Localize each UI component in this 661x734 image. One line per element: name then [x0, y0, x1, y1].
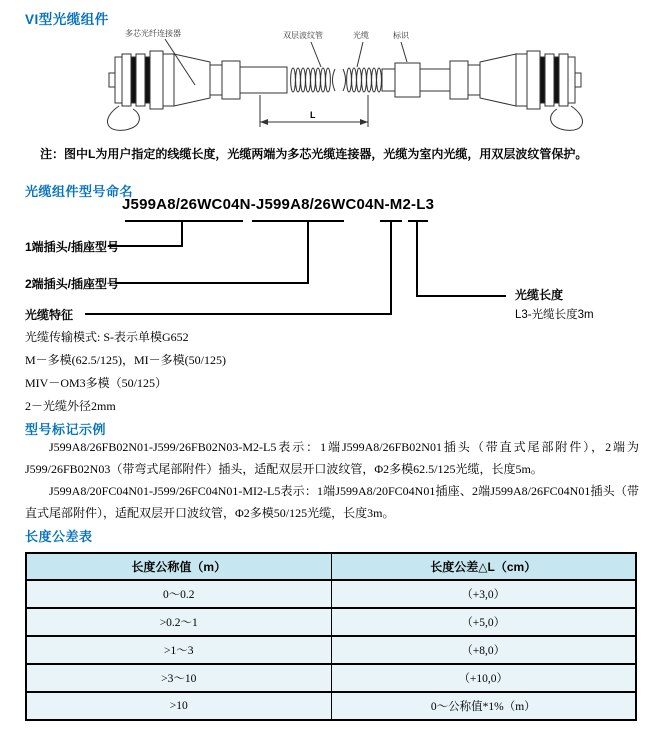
page-title: VI型光缆组件: [25, 12, 109, 27]
cable-feature-list: [25, 326, 585, 418]
figure-note: 注：图中L为用户指定的线缆长度，光缆两端为多芯光缆连接器，光缆为室内光缆，用双层波纹管保护。: [40, 147, 588, 161]
tolerance-table-heading: 长度公差表: [25, 529, 93, 544]
column-header-tolerance: 长度公差△L（cm）: [331, 553, 636, 580]
leader-length-vertical: [416, 222, 418, 297]
cell-tolerance: （+8,0）: [331, 636, 636, 664]
label-cable-feature: 光缆特征: [25, 308, 74, 322]
dim-arrow-left: [260, 119, 268, 125]
length-tolerance-table: [25, 552, 637, 721]
column-header-nominal-length: 长度公称值（m）: [26, 553, 331, 580]
label-marking: 标识: [393, 31, 409, 40]
cell-nominal: >1～3: [26, 636, 331, 664]
feature-line: 光缆传输模式: S-表示单模G652: [25, 330, 189, 344]
dim-arrow-right: [360, 119, 368, 125]
cable-assembly-drawing: [95, 25, 640, 140]
example-heading: 型号标记示例: [25, 422, 107, 437]
label-corrugated-tube: 双层波纹管: [283, 31, 323, 40]
underline-length: [408, 220, 428, 222]
table-row: [26, 636, 636, 664]
feature-line: MIV－OM3多模（50/125）: [25, 376, 168, 390]
leader-end1-horizontal: [108, 245, 183, 247]
label-cable: 光缆: [353, 31, 369, 40]
dimension-l: L: [310, 110, 316, 120]
cell-nominal: >3～10: [26, 664, 331, 692]
leader-end2-horizontal: [115, 282, 309, 284]
cell-tolerance: （+10,0）: [331, 664, 636, 692]
label-end1-model: 1端插头/插座型号: [25, 240, 120, 254]
cell-nominal: >0.2～1: [26, 608, 331, 636]
example-paragraph: J599A8/26FB02N01-J599/26FB02N03-M2-L5表示：1端J599A8/26FB02N01插头（带直式尾部附件），2端为J599/26FB02N03（带弯式尾部附件）插头，适配双层开口波纹管，Φ2多模62.5/125光缆，长度5m。: [25, 440, 639, 476]
cell-tolerance: （+5,0）: [331, 608, 636, 636]
naming-diagram: [0, 196, 661, 331]
cell-tolerance: （+3,0）: [331, 580, 636, 608]
cell-nominal: >10: [26, 692, 331, 720]
underline-end1: [125, 220, 243, 222]
cable-length-note: L3-光缆长度3m: [515, 309, 594, 321]
label-cable-length: 光缆长度: [515, 288, 564, 302]
label-end2-model: 2端插头/插座型号: [25, 277, 120, 291]
cell-nominal: 0～0.2: [26, 580, 331, 608]
table-row: [26, 664, 636, 692]
naming-heading: 光缆组件型号命名: [25, 184, 134, 199]
model-number: J599A8/26WC04N-J599A8/26WC04N-M2-L3: [122, 196, 435, 213]
leader-length-horizontal: [416, 295, 506, 297]
feature-line: M－多模(62.5/125)，MI－多模(50/125): [25, 353, 226, 367]
table-row: [26, 692, 636, 720]
table-row: [26, 580, 636, 608]
example-paragraphs: [25, 436, 639, 524]
cell-tolerance: 0～公称值*1%（m）: [331, 692, 636, 720]
table-header-row: [26, 553, 636, 580]
underline-end2: [252, 220, 344, 222]
table-row: [26, 608, 636, 636]
label-connector: 多芯光纤连接器: [125, 29, 181, 38]
leader-end2-vertical: [307, 222, 309, 284]
example-paragraph: J599A8/20FC04N01-J599/26FC04N01-MI2-L5表示：1端J599A8/20FC04N01插座、2端J599A8/26FC04N01插头（带直式尾部附件），适配双层开口波纹管，Φ2多模50/125光缆，长度3m。: [25, 484, 639, 520]
leader-end1-vertical: [181, 222, 183, 247]
leader-feature-horizontal: [85, 313, 392, 315]
feature-line: 2－光缆外径2mm: [25, 399, 116, 413]
leader-feature-vertical: [390, 222, 392, 315]
